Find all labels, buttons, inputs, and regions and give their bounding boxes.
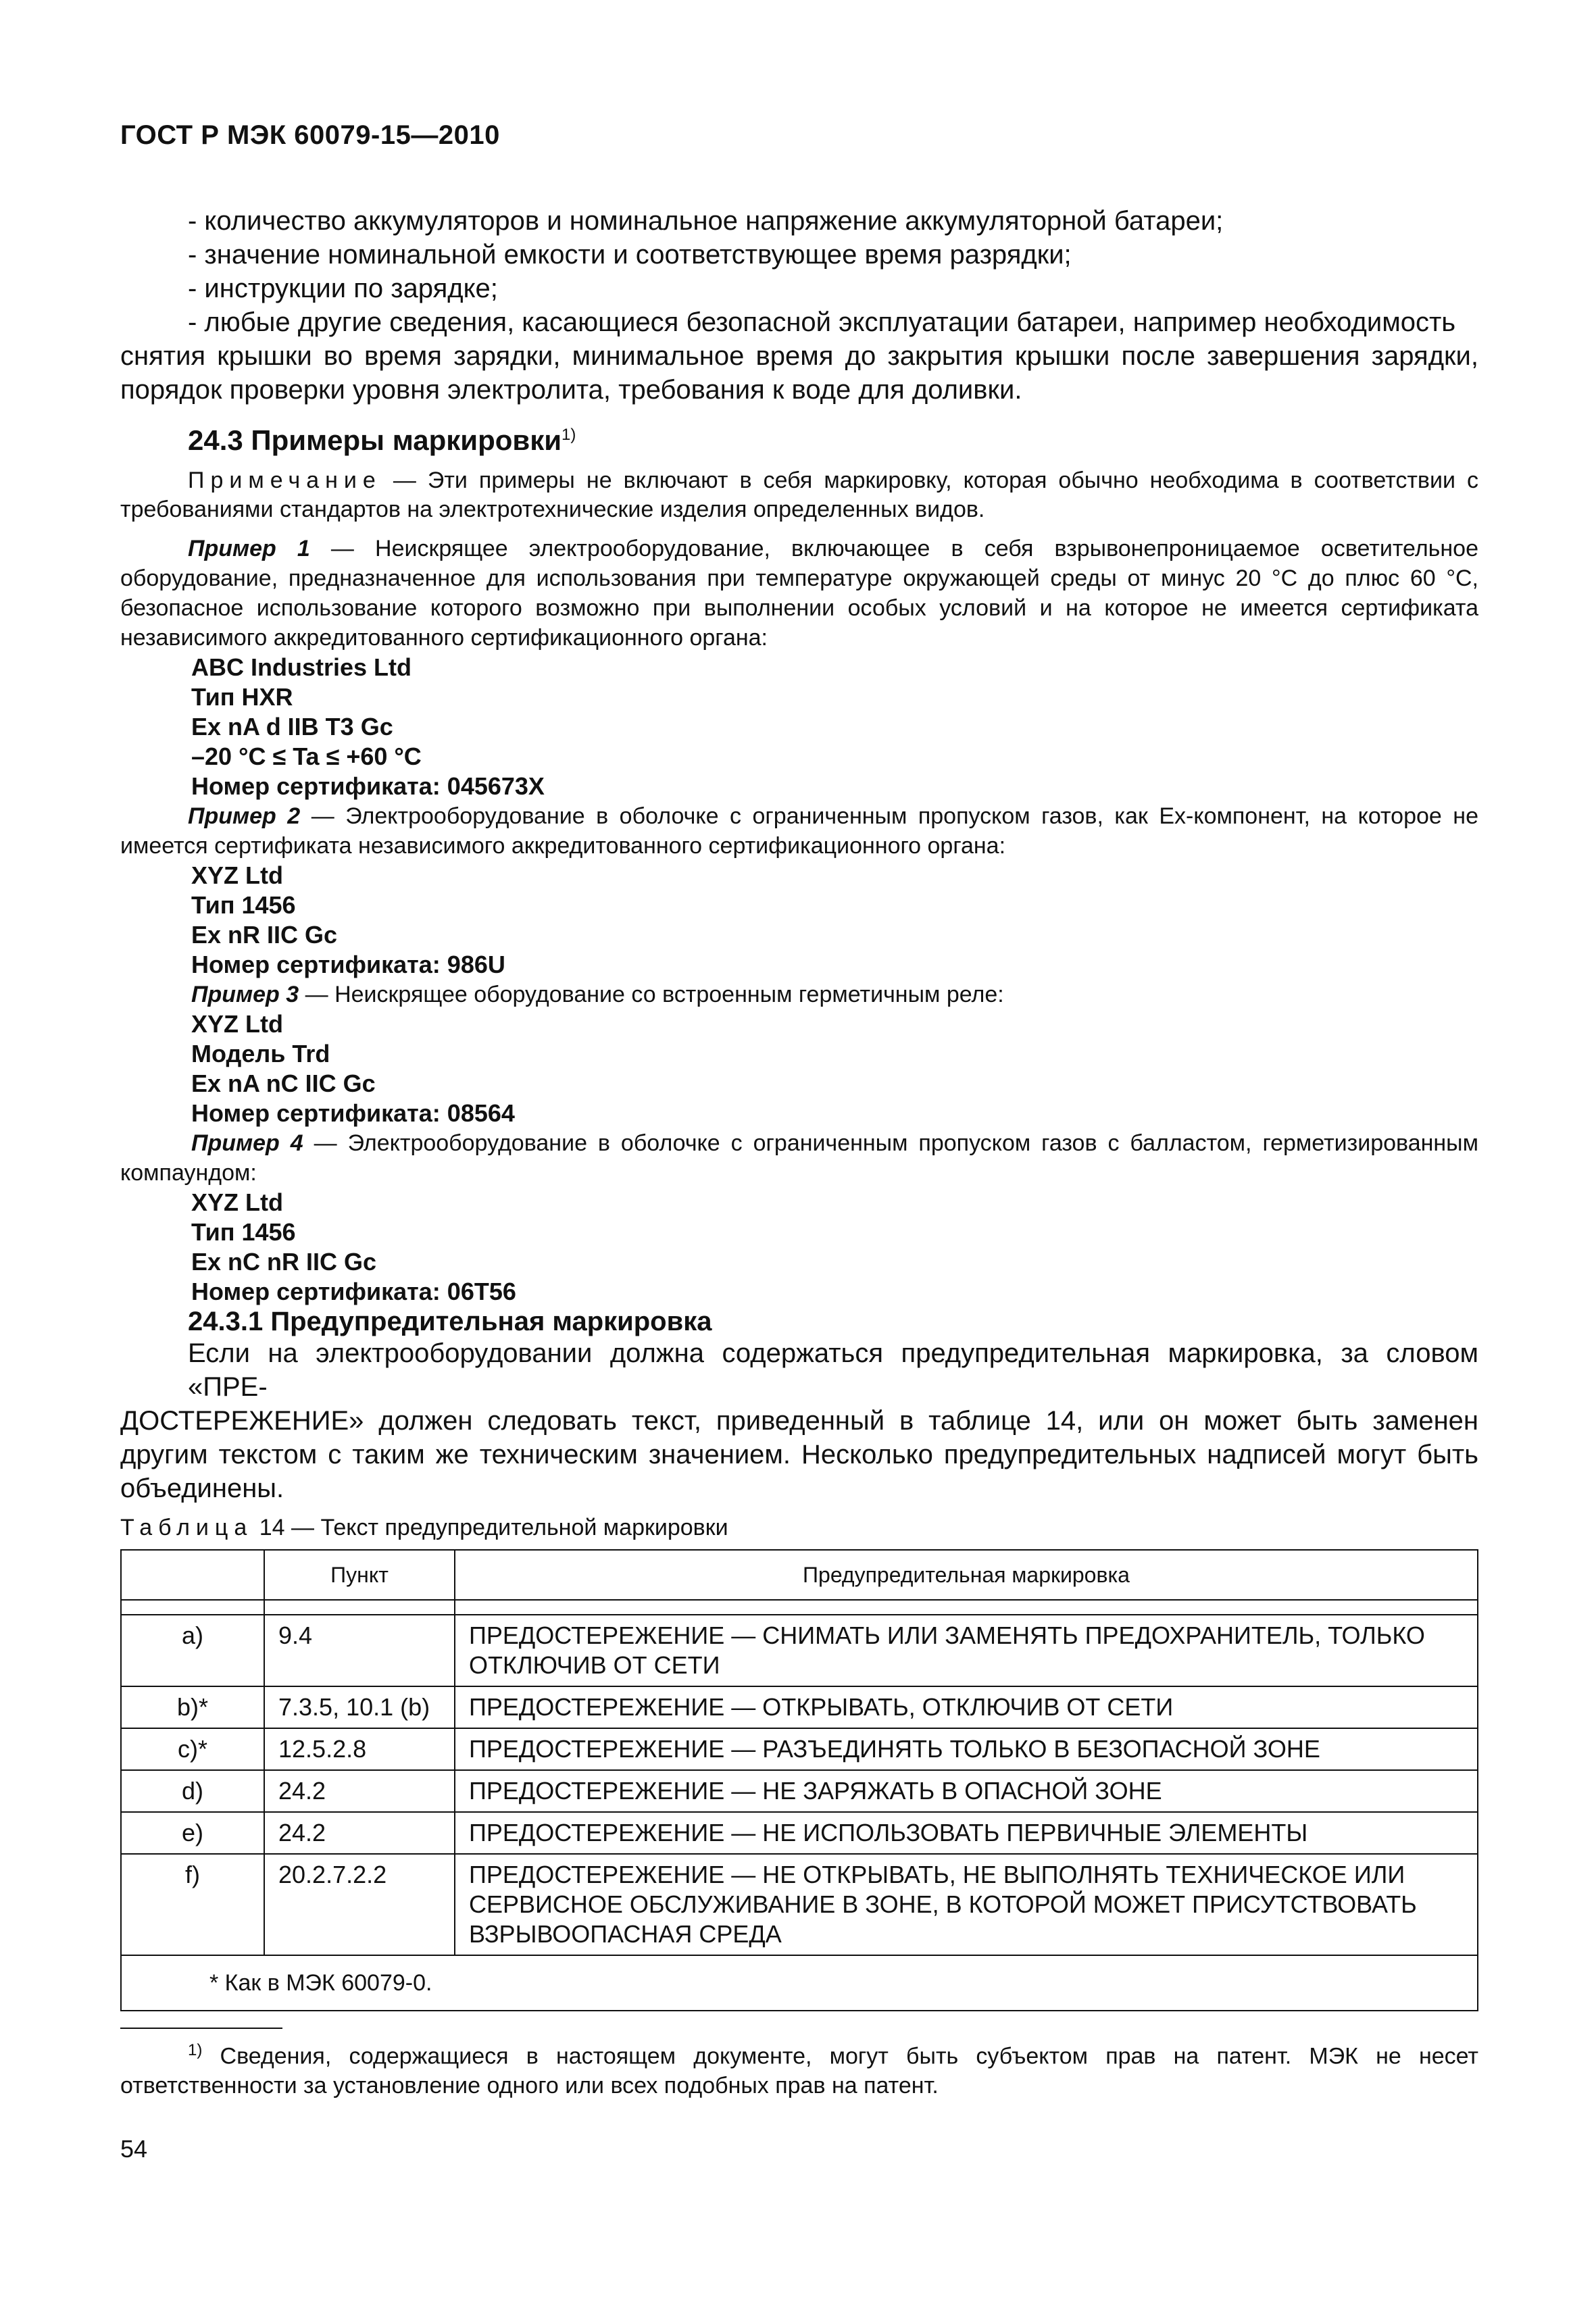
example-text [120,801,1478,861]
footnote-ref: 1) [562,426,576,444]
table-cell: ПРЕДОСТЕРЕЖЕНИЕ — РАЗЪЕДИНЯТЬ ТОЛЬКО В БЕЗОПАСНОЙ ЗОНЕ [455,1728,1478,1770]
table-cell: ПРЕДОСТЕРЕЖЕНИЕ — НЕ ОТКРЫВАТЬ, НЕ ВЫПОЛНЯТЬ ТЕХНИЧЕСКОЕ ИЛИ СЕРВИСНОЕ ОБСЛУЖИВАНИЕ В ЗОНЕ, В КОТОРОЙ МОЖЕТ ПРИСУТСТВОВАТЬ ВЗРЫВООПАСНАЯ СРЕДА [455,1854,1478,1955]
marking-line: Ex nR IIC Gc [191,921,338,949]
table-caption-text: 14 — Текст предупредительной маркировки [259,1515,728,1540]
page-number: 54 [120,2135,148,2163]
example-description: — Неискрящее электрооборудование, включающее в себя взрывонепроницаемое осветительное оборудование, предназначенное для использования при температуре окружающей среды от минус 20 °С до плюс 60 °С, безопасное использование которого возможно при выполнении особых условий и на которое не имеется сертификата независимого аккредитованного сертификационного органа: [120,536,1478,651]
list-item: - инструкции по зарядке; [188,274,498,303]
table-row [121,1770,1478,1812]
marking-line: Ex nC nR IIC Gc [191,1248,377,1276]
table-cell: ПРЕДОСТЕРЕЖЕНИЕ — НЕ ЗАРЯЖАТЬ В ОПАСНОЙ ЗОНЕ [455,1770,1478,1812]
list-item [120,305,1478,407]
footnote-text: Сведения, содержащиеся в настоящем документе, могут быть субъектом прав на патент. МЭК не несет ответственности за установление одного или всех подобных прав на патент. [120,2043,1478,2099]
table-caption [120,1515,1478,1541]
footnote-divider [120,2028,282,2029]
table-cell: e) [121,1812,264,1854]
marking-line: Ex nA nC IIC Gc [191,1070,376,1097]
table-cell: 20.2.7.2.2 [264,1854,455,1955]
section-title: 24.3 Примеры маркировки [188,424,562,456]
marking-line: Ex nA d IIB T3 Gc [191,713,393,740]
subsection-text [120,1336,1478,1505]
subsection-first-line: Если на электрооборудовании должна содержаться предупредительная маркировка, за словом «ПРЕ- [188,1338,1478,1402]
table-cell: 24.2 [264,1812,455,1854]
list-item: - количество аккумуляторов и номинальное напряжение аккумуляторной батареи; [188,206,1224,236]
marking-line: Тип HXR [191,683,293,711]
example-description: — Электрооборудование в оболочке с ограниченным пропуском газов, как Ex-компонент, на которое не имеется сертификата независимого аккредитованного сертификационного органа: [120,803,1478,859]
table-row [121,1615,1478,1686]
marking-line: –20 °C ≤ Ta ≤ +60 °C [191,743,422,770]
table-footnote-row [121,1955,1478,2011]
warning-table [120,1549,1478,2011]
table-caption-label: Таблица [120,1515,253,1540]
table-cell: 9.4 [264,1615,455,1686]
table-header-cell: Предупредительная маркировка [455,1550,1478,1600]
subsection-heading: 24.3.1 Предупредительная маркировка [188,1307,712,1336]
example-label: Пример 2 [188,803,301,829]
note-label: Примечание [188,468,382,493]
marking-line: Тип 1456 [191,891,296,919]
table-cell: c)* [121,1728,264,1770]
marking-line: Номер сертификата: 08564 [191,1099,515,1127]
table-row [121,1686,1478,1728]
marking-line: Номер сертификата: 986U [191,951,505,978]
table-cell: 12.5.2.8 [264,1728,455,1770]
note-text: — Эти примеры не включают в себя маркировку, которая обычно необходима в соответствии с требованиями стандартов на электротехнические изделия определенных видов. [120,468,1478,522]
table-cell: ПРЕДОСТЕРЕЖЕНИЕ — НЕ ИСПОЛЬЗОВАТЬ ПЕРВИЧНЫЕ ЭЛЕМЕНТЫ [455,1812,1478,1854]
table-header-row [121,1550,1478,1600]
table-cell: f) [121,1854,264,1955]
list-item-rest: снятия крышки во время зарядки, минимальное время до закрытия крышки после завершения зарядки, порядок проверки уровня электролита, требования к воде для доливки. [120,341,1478,405]
marking-line: Тип 1456 [191,1218,296,1246]
table-cell: b)* [121,1686,264,1728]
marking-line: XYZ Ltd [191,861,283,889]
example-description: — Электрооборудование в оболочке с ограниченным пропуском газов с балластом, герметизированным компаундом: [120,1130,1478,1186]
subsection-rest: ДОСТЕРЕЖЕНИЕ» должен следовать текст, приведенный в таблице 14, или он может быть заменен другим текстом с таким же техническим значением. Несколько предупредительных надписей могут быть объединены. [120,1406,1478,1503]
document-body [120,204,1478,2101]
list-item-first-line: - любые другие сведения, касающиеся безопасной эксплуатации батареи, например необходимость [188,307,1456,337]
example-text [120,1128,1478,1188]
table-cell: ПРЕДОСТЕРЕЖЕНИЕ — СНИМАТЬ ИЛИ ЗАМЕНЯТЬ ПРЕДОХРАНИТЕЛЬ, ТОЛЬКО ОТКЛЮЧИВ ОТ СЕТИ [455,1615,1478,1686]
example-label: Пример 3 [191,982,299,1007]
footnote-mark: 1) [188,2041,203,2059]
marking-line: XYZ Ltd [191,1010,283,1038]
list-item: - значение номинальной емкости и соответствующее время разрядки; [188,240,1072,270]
table-spacer-row [121,1600,1478,1615]
example-text [120,980,1478,1009]
page-footnote [120,2036,1478,2101]
table-cell: d) [121,1770,264,1812]
table-header-cell [121,1550,264,1600]
note [120,466,1478,524]
marking-line: Номер сертификата: 06T56 [191,1278,516,1305]
table-cell: 7.3.5, 10.1 (b) [264,1686,455,1728]
marking-line: Номер сертификата: 045673X [191,772,545,800]
table-header-cell: Пункт [264,1550,455,1600]
example-label: Пример 1 [188,536,310,561]
document-header: ГОСТ Р МЭК 60079-15—2010 [120,120,500,150]
table-row [121,1728,1478,1770]
marking-line: XYZ Ltd [191,1188,283,1216]
section-heading [188,416,1478,459]
table-footnote: * Как в МЭК 60079-0. [121,1955,1478,2011]
table-cell: ПРЕДОСТЕРЕЖЕНИЕ — ОТКРЫВАТЬ, ОТКЛЮЧИВ ОТ СЕТИ [455,1686,1478,1728]
table-row [121,1812,1478,1854]
example-description: — Неискрящее оборудование со встроенным герметичным реле: [305,982,1004,1007]
marking-line: Модель Trd [191,1040,330,1067]
example-label: Пример 4 [191,1130,303,1156]
example-text [120,534,1478,653]
table-cell: 24.2 [264,1770,455,1812]
marking-line: ABC Industries Ltd [191,653,412,681]
table-row [121,1854,1478,1955]
table-cell: a) [121,1615,264,1686]
